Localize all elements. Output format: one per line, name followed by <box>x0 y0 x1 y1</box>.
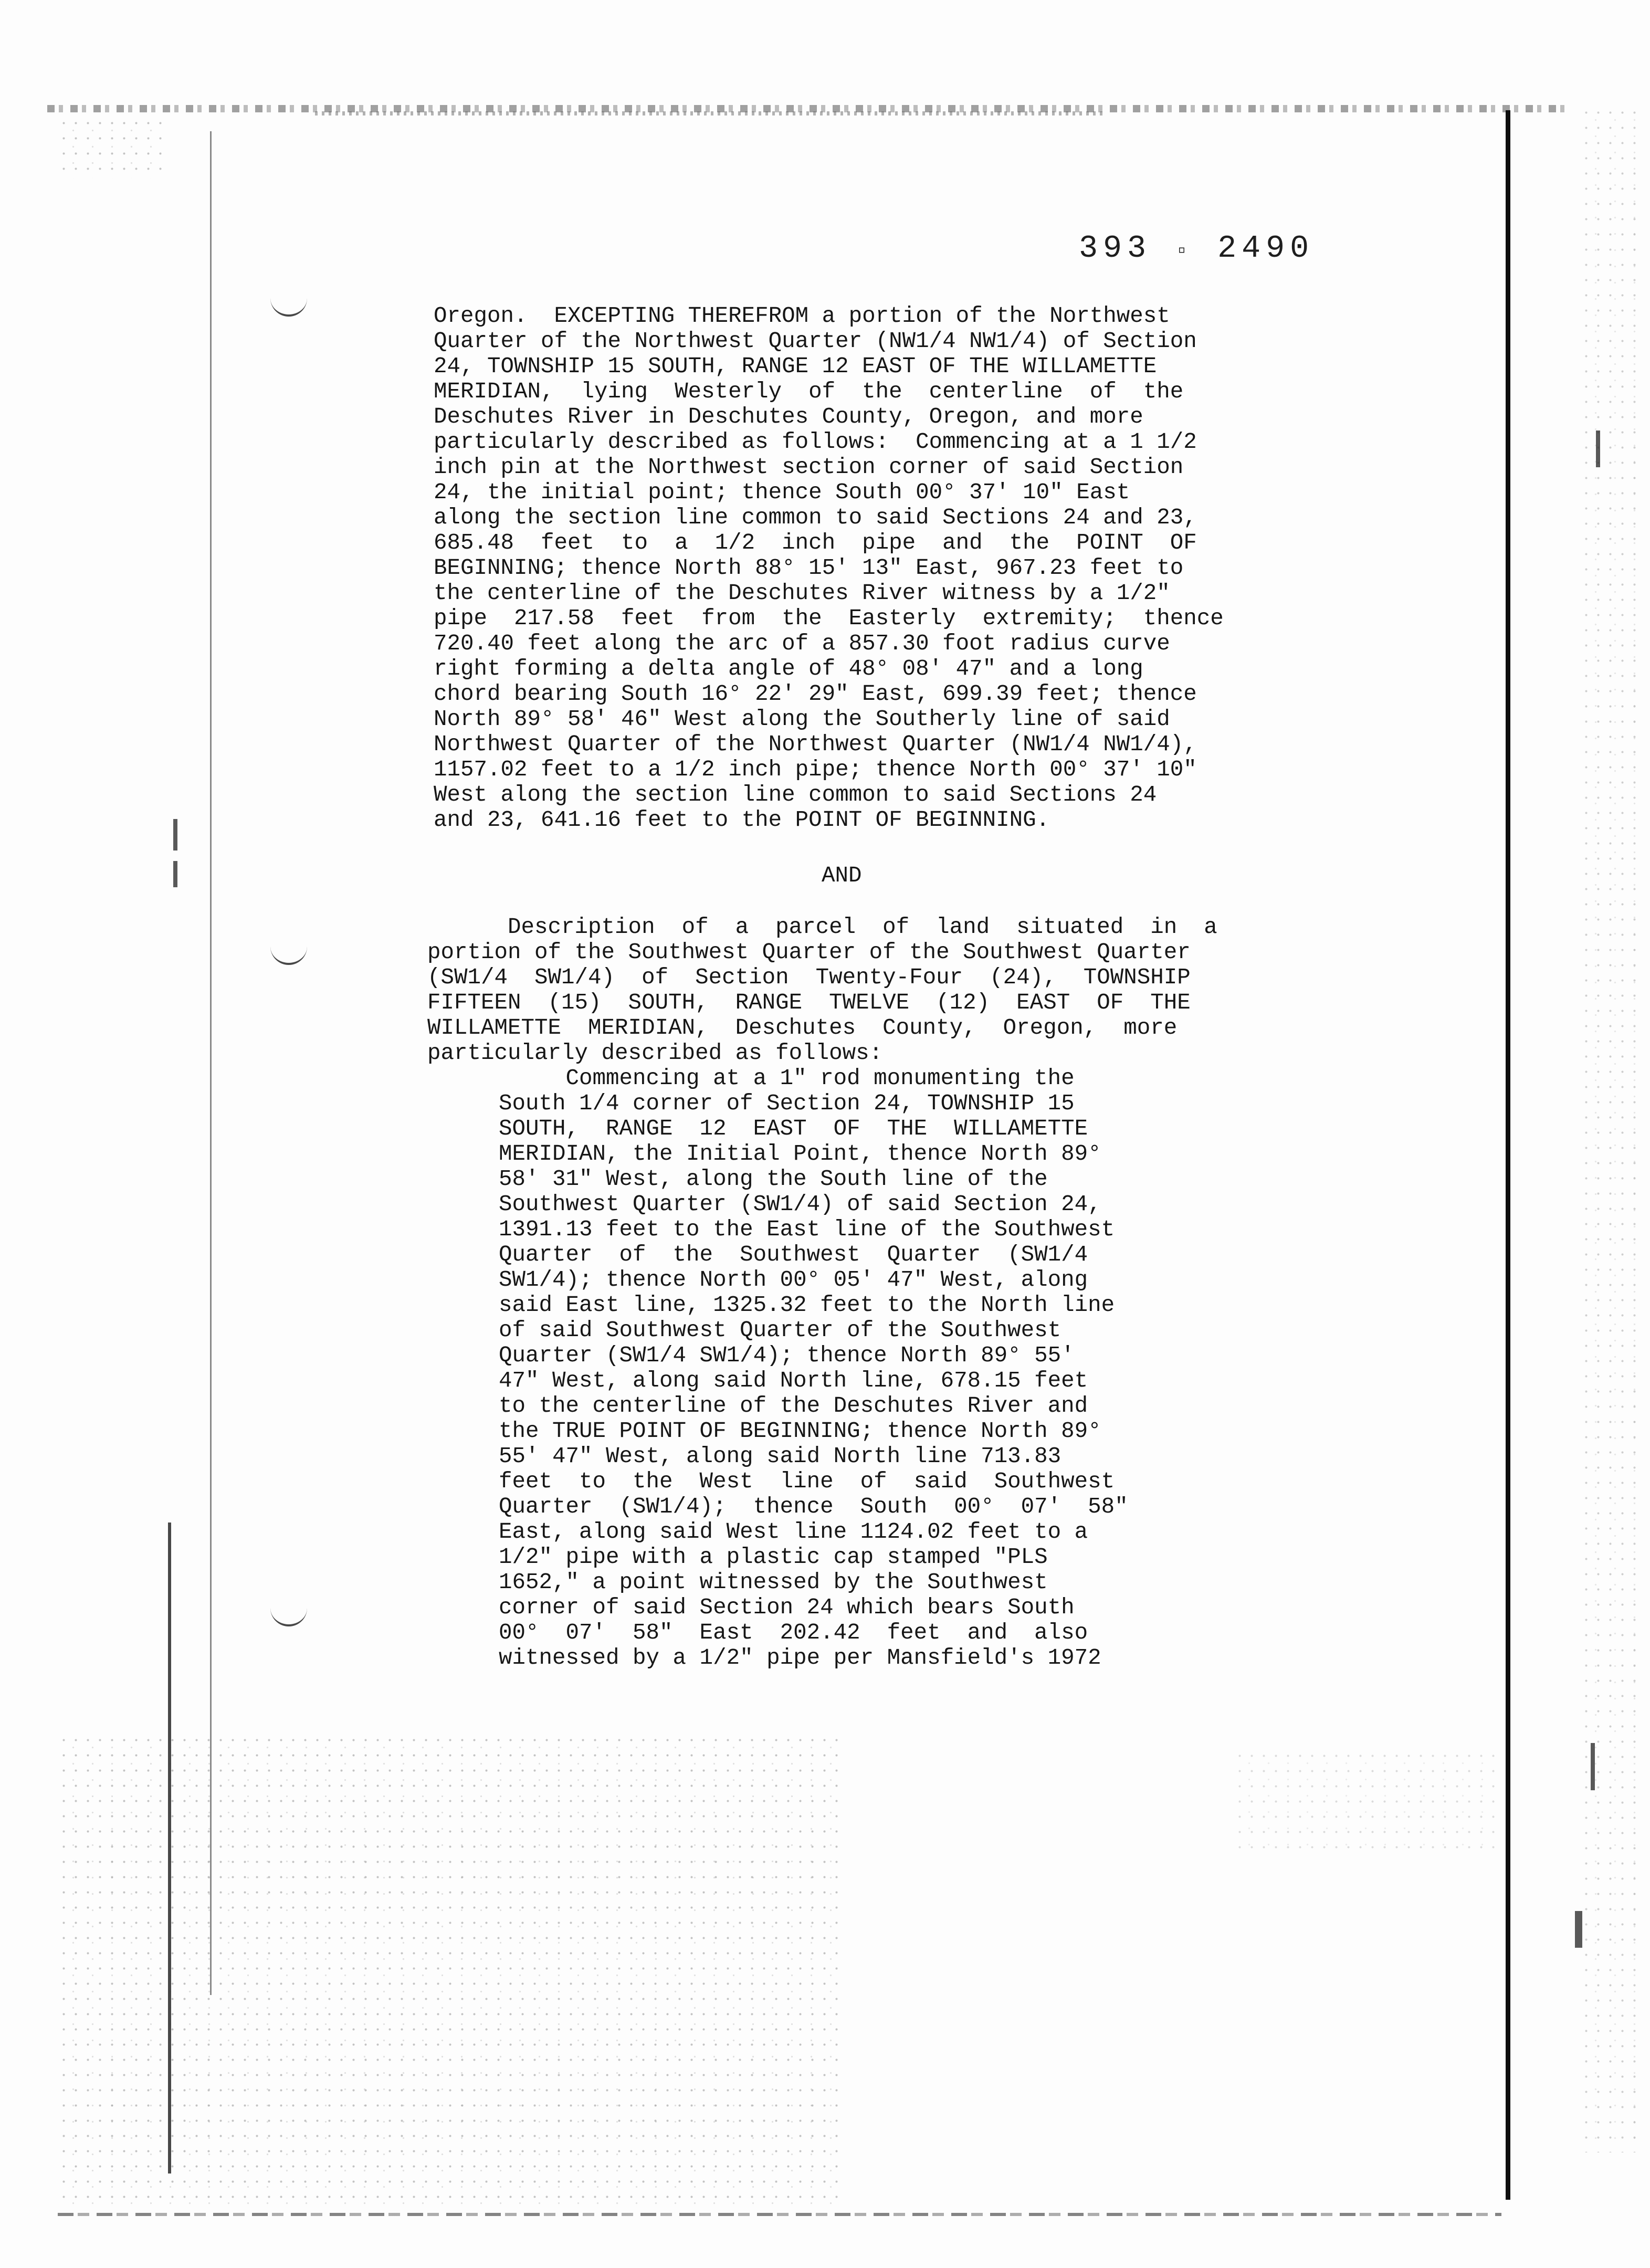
text-line: 720.40 feet along the arc of a 857.30 foot radius curve <box>434 631 1170 656</box>
text-line: and 23, 641.16 feet to the POINT OF BEGINNING. <box>434 807 1050 833</box>
text-line: Deschutes River in Deschutes County, Oregon, and more <box>434 404 1143 429</box>
text-line: the centerline of the Deschutes River witness by a 1/2" <box>434 581 1170 606</box>
text-line: the TRUE POINT OF BEGINNING; thence North 89° <box>499 1419 1101 1444</box>
text-line: right forming a delta angle of 48° 08' 47" and a long <box>434 656 1143 681</box>
punch-hole-mark <box>270 297 307 317</box>
text-line: particularly described as follows: Commencing at a 1 1/2 <box>434 429 1197 455</box>
margin-mark <box>1575 1911 1582 1948</box>
text-line: corner of said Section 24 which bears South <box>499 1595 1075 1620</box>
text-line: 24, the initial point; thence South 00° 37' 10" East <box>434 480 1130 505</box>
text-line: Northwest Quarter of the Northwest Quarter (NW1/4 NW1/4), <box>434 732 1197 757</box>
text-line: BEGINNING; thence North 88° 15' 13" East, 967.23 feet to <box>434 555 1184 581</box>
text-line: to the centerline of the Deschutes River and <box>499 1393 1088 1419</box>
text-line: pipe 217.58 feet from the Easterly extremity; thence <box>434 606 1224 631</box>
text-line: 55' 47" West, along said North line 713.83 <box>499 1444 1062 1469</box>
legal-description-paragraph-3 <box>499 1066 1181 1671</box>
text-line: Oregon. EXCEPTING THEREFROM a portion of the Northwest <box>434 303 1170 329</box>
text-line: (SW1/4 SW1/4) of Section Twenty-Four (24), TOWNSHIP <box>427 965 1191 990</box>
text-line: 24, TOWNSHIP 15 SOUTH, RANGE 12 EAST OF THE WILLAMETTE <box>434 354 1157 379</box>
text-line: SOUTH, RANGE 12 EAST OF THE WILLAMETTE <box>499 1116 1088 1141</box>
text-line: inch pin at the Northwest section corner of said Section <box>434 455 1184 480</box>
text-line: Quarter of the Northwest Quarter (NW1/4 NW1/4) of Section <box>434 329 1197 354</box>
text-line: Southwest Quarter (SW1/4) of said Section 24, <box>499 1192 1101 1217</box>
text-line: East, along said West line 1124.02 feet to a <box>499 1519 1088 1545</box>
text-line: chord bearing South 16° 22' 29" East, 699.39 feet; thence <box>434 681 1197 707</box>
text-line: South 1/4 corner of Section 24, TOWNSHIP 15 <box>499 1091 1075 1116</box>
section-separator-and: AND <box>822 863 862 888</box>
scan-speckle-bottom-right <box>1234 1748 1496 1853</box>
margin-mark <box>173 861 177 887</box>
page-number <box>1079 231 1314 267</box>
scan-top-edge-noise <box>315 111 1102 116</box>
scan-speckle-bottom-left <box>58 1732 845 2205</box>
punch-hole-mark <box>270 1606 307 1626</box>
text-line: West along the section line common to said Sections 24 <box>434 782 1157 807</box>
text-line: witnessed by a 1/2" pipe per Mansfield's 1972 <box>499 1645 1101 1671</box>
scan-speckle-right-margin <box>1580 105 1638 2152</box>
text-line: 1652," a point witnessed by the Southwest <box>499 1570 1048 1595</box>
text-line: feet to the West line of said Southwest <box>499 1469 1115 1494</box>
margin-mark <box>1591 1743 1595 1790</box>
text-line: North 89° 58' 46" West along the Southerly line of said <box>434 707 1170 732</box>
text-line: 47" West, along said North line, 678.15 feet <box>499 1368 1088 1393</box>
text-line: 685.48 feet to a 1/2 inch pipe and the POINT OF <box>434 530 1197 555</box>
text-line: FIFTEEN (15) SOUTH, RANGE TWELVE (12) EAST OF THE <box>427 990 1191 1015</box>
legal-description-paragraph-1 <box>434 303 1263 833</box>
text-line: Quarter (SW1/4); thence South 00° 07' 58" <box>499 1494 1128 1519</box>
text-line: WILLAMETTE MERIDIAN, Deschutes County, Oregon, more <box>427 1015 1178 1041</box>
text-line: particularly described as follows: <box>427 1041 883 1066</box>
text-line: Quarter of the Southwest Quarter (SW1/4 <box>499 1242 1088 1267</box>
text-line: Description of a parcel of land situated in a <box>427 915 1217 940</box>
margin-mark <box>1596 430 1600 467</box>
text-line: 1391.13 feet to the East line of the Southwest <box>499 1217 1115 1242</box>
text-line: 58' 31" West, along the South line of the <box>499 1167 1048 1192</box>
text-line: SW1/4); thence North 00° 05' 47" West, along <box>499 1267 1088 1293</box>
text-line: said East line, 1325.32 feet to the North line <box>499 1293 1115 1318</box>
page-number-volume: 393 <box>1079 231 1152 267</box>
text-line: 1157.02 feet to a 1/2 inch pipe; thence North 00° 37' 10" <box>434 757 1197 782</box>
scan-bottom-edge <box>58 2213 1501 2216</box>
text-line: MERIDIAN, the Initial Point, thence North 89° <box>499 1141 1101 1167</box>
text-line: along the section line common to said Sections 24 and 23, <box>434 505 1197 530</box>
punch-hole-mark <box>270 945 307 965</box>
page-number-page: 2490 <box>1217 231 1315 267</box>
scan-speckle-top-left <box>58 116 163 178</box>
scan-right-border <box>1506 110 1510 2200</box>
scan-left-border <box>210 131 212 1995</box>
margin-mark <box>173 819 177 850</box>
text-line: portion of the Southwest Quarter of the Southwest Quarter <box>427 940 1191 965</box>
text-line: 00° 07' 58" East 202.42 feet and also <box>499 1620 1088 1645</box>
text-line: of said Southwest Quarter of the Southwest <box>499 1318 1062 1343</box>
text-line: 1/2" pipe with a plastic cap stamped "PLS <box>499 1545 1048 1570</box>
legal-description-paragraph-2 <box>427 915 1257 1066</box>
page-number-separator: ▫ <box>1175 240 1194 264</box>
text-line: Commencing at a 1" rod monumenting the <box>499 1066 1075 1091</box>
text-line: MERIDIAN, lying Westerly of the centerline of the <box>434 379 1184 404</box>
text-line: Quarter (SW1/4 SW1/4); thence North 89° 55' <box>499 1343 1075 1368</box>
